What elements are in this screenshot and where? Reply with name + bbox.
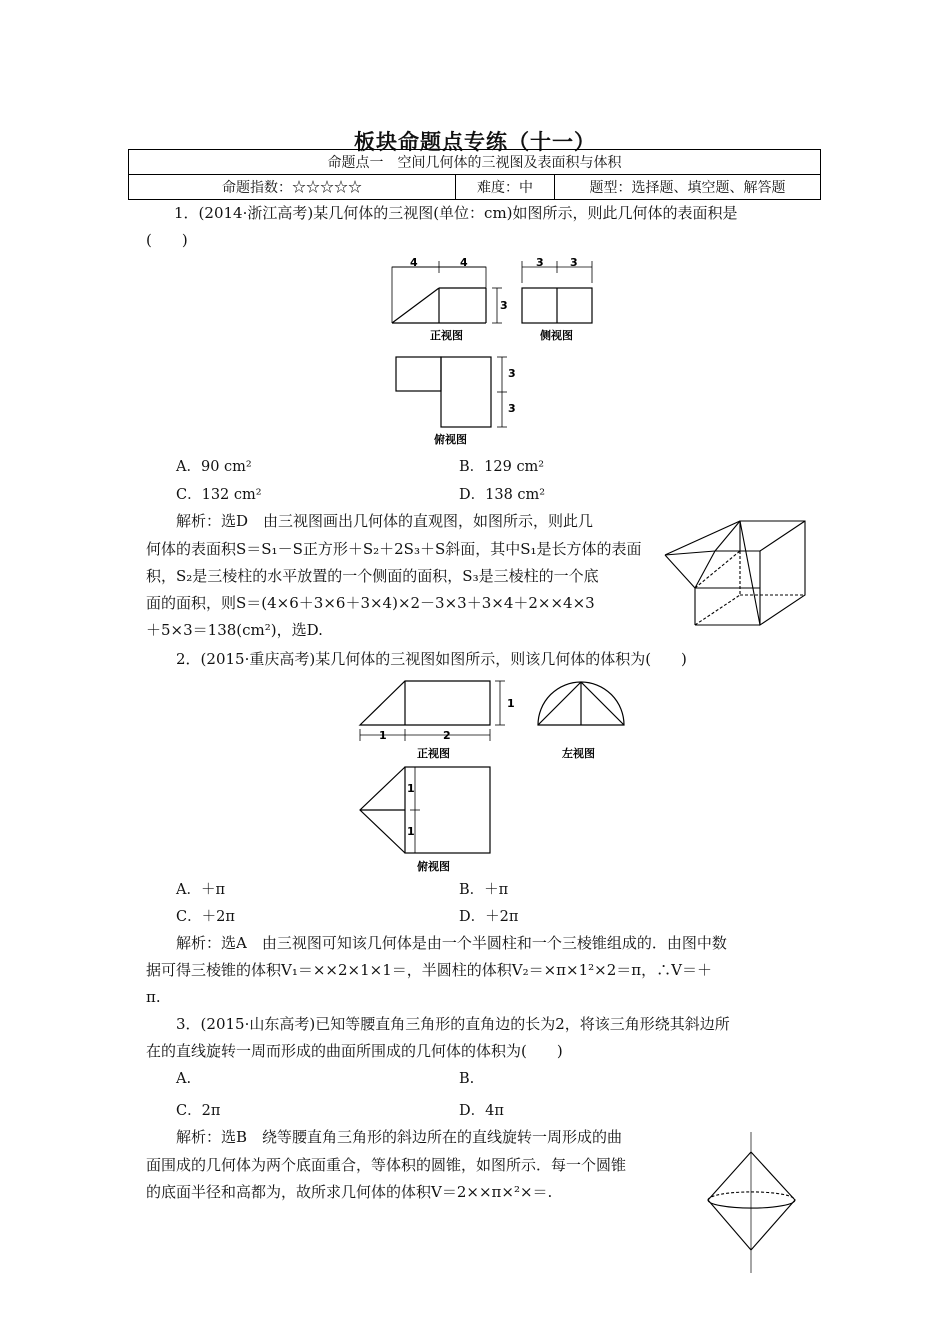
q2-top-h2-label: 1 [407,825,415,838]
q2-option-a: A．＋π [176,882,226,898]
q1-solution-line1: 解析：选D 由三视图画出几何体的直观图，如图所示，则此几 [176,512,594,530]
difficulty-cell: 难度：中 [456,175,555,200]
q1-solid-figure [655,515,815,635]
q2-front-w2-label: 2 [443,729,451,742]
q2-caption-top: 俯视图 [417,860,450,873]
q2-caption-front: 正视图 [417,747,450,760]
q1-caption-top: 俯视图 [434,433,467,446]
q1-stem-line2: ( ) [146,231,188,249]
q3-stem-line1: 3．(2015·山东高考)已知等腰直角三角形的直角边的长为2，将该三角形绕其斜边所 [176,1015,730,1033]
q1-side-w2-label: 3 [570,256,578,269]
q3-option-d: D．4π [459,1103,504,1119]
q3-solution-line2: 面围成的几何体为两个底面重合，等体积的圆锥，如图所示．每一个圆锥 [146,1156,627,1174]
q1-top-h2-label: 3 [508,402,516,415]
q3-double-cone-figure [700,1130,805,1275]
index-cell: 命题指数：☆☆☆☆☆ [129,175,456,200]
q1-front-h-label: 3 [500,299,508,312]
q2-top-h1-label: 1 [407,782,415,795]
q1-front-w2-label: 4 [460,256,468,269]
q1-solution-line2: 何体的表面积S＝S₁－S正方形＋S₂＋2S₃＋S斜面，其中S₁是长方体的表面 [146,540,642,558]
q1-option-b: B．129 cm² [459,459,545,475]
q2-three-view-figure [355,675,645,875]
q1-stem-line1: 1．(2014·浙江高考)某几何体的三视图(单位：cm)如图所示，则此几何体的表面积是 [174,204,738,222]
q2-solution-line2: 据可得三棱锥的体积V₁＝××2×1×1＝，半圆柱的体积V₂＝×π×1²×2＝π，∴V＝＋ [146,961,712,979]
q2-solution-line1: 解析：选A 由三视图可知该几何体是由一个半圆柱和一个三棱锥组成的．由图中数 [176,934,727,952]
q1-option-d: D．138 cm² [459,487,546,503]
q2-caption-left: 左视图 [562,747,595,760]
q3-option-a: A. [176,1071,192,1087]
q2-option-d: D．＋2π [459,909,519,925]
info-table [128,149,821,200]
q1-caption-front: 正视图 [430,329,463,342]
q1-top-h1-label: 3 [508,367,516,380]
q2-stem: 2．(2015·重庆高考)某几何体的三视图如图所示，则该几何体的体积为( ) [176,650,687,668]
q1-front-w1-label: 4 [410,256,418,269]
q3-option-b: B. [459,1071,475,1087]
q1-side-w1-label: 3 [536,256,544,269]
q1-solution-line3: 积，S₂是三棱柱的水平放置的一个侧面的面积，S₃是三棱柱的一个底 [146,567,599,585]
q2-option-b: B．＋π [459,882,509,898]
q1-caption-side: 侧视图 [540,329,573,342]
q1-option-c: C．132 cm² [176,487,262,503]
topic-cell: 命题点一 空间几何体的三视图及表面积与体积 [129,150,821,175]
q2-solution-line3: π. [146,988,161,1006]
q1-solution-line5: ＋5×3＝138(cm²)，选D. [146,621,323,639]
q3-option-c: C．2π [176,1103,221,1119]
q2-front-h-label: 1 [507,697,515,710]
q2-option-c: C．＋2π [176,909,235,925]
q3-stem-line2: 在的直线旋转一周而形成的曲面所围成的几何体的体积为( ) [146,1042,563,1060]
q1-three-view-figure [380,255,605,450]
q3-solution-line3: 的底面半径和高都为，故所求几何体的体积V＝2××π×²×＝. [146,1183,553,1201]
types-cell: 题型：选择题、填空题、解答题 [555,175,821,200]
q2-front-w1-label: 1 [379,729,387,742]
q1-solution-line4: 面的面积，则S＝(4×6＋3×6＋3×4)×2－3×3＋3×4＋2××4×3 [146,594,595,612]
q3-solution-line1: 解析：选B 绕等腰直角三角形的斜边所在的直线旋转一周形成的曲 [176,1128,623,1146]
q1-option-a: A．90 cm² [176,459,252,475]
page-title: 板块命题点专练（十一） [354,129,596,154]
